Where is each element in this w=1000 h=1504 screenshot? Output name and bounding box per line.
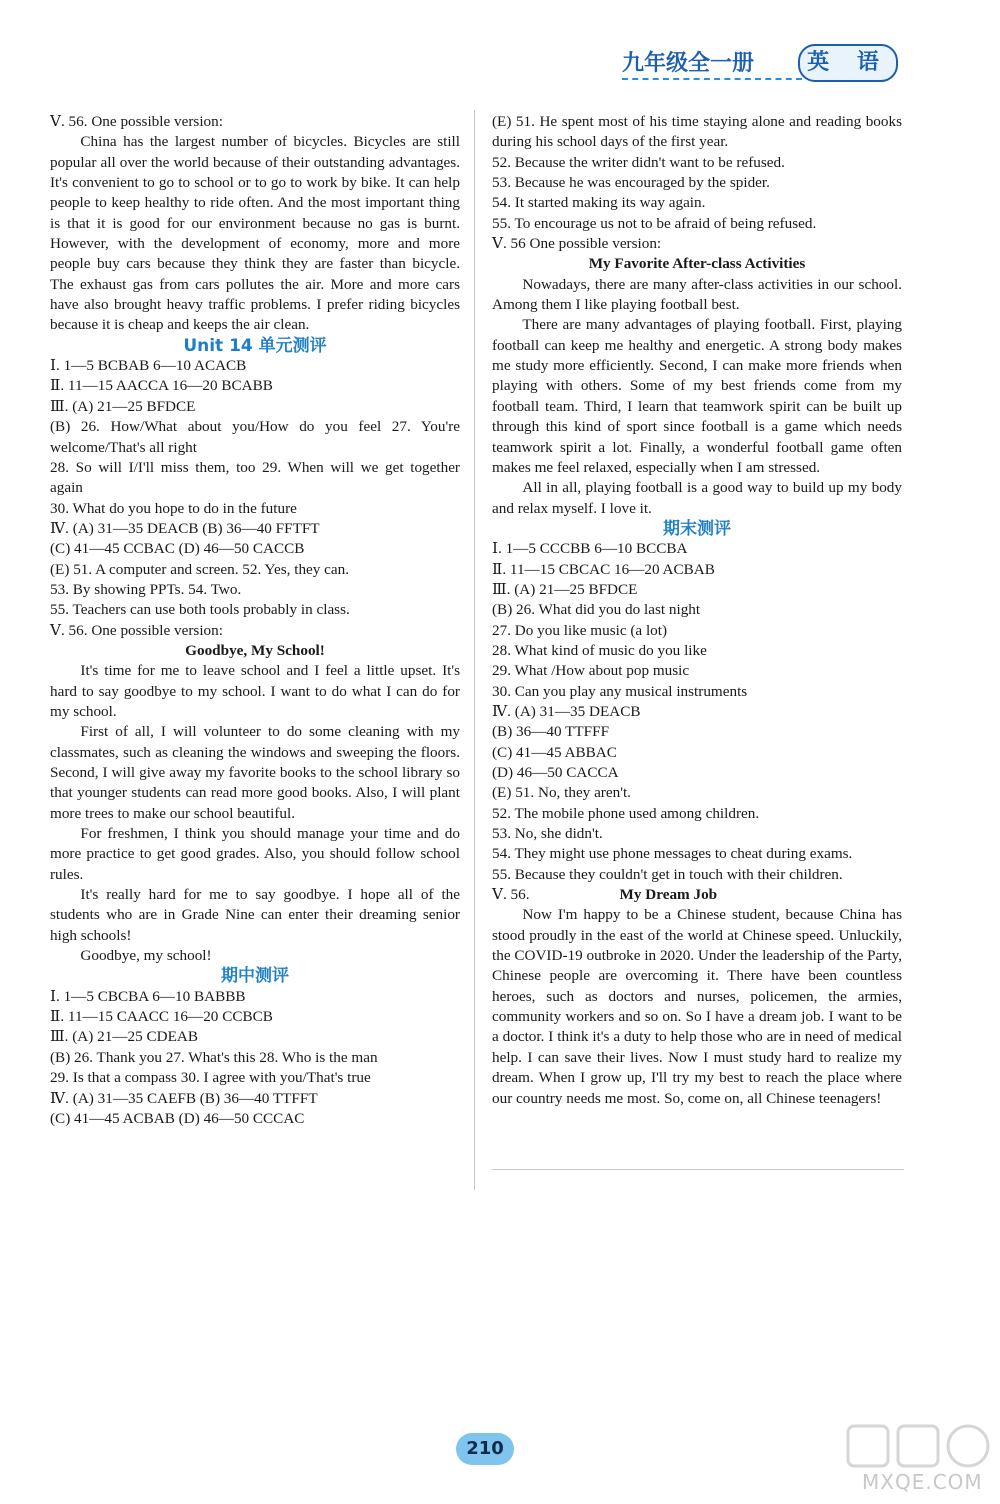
answer-line: Ⅳ. (A) 31—35 DEACB (B) 36—40 FFTFT — [50, 519, 320, 537]
essay-paragraph: It's time for me to leave school and I feel a little upset. It's hard to say goodbye to my school. I want to do what I can do for my school. — [50, 662, 460, 720]
essay-title: Goodbye, My School! — [185, 641, 325, 659]
essay-paragraph: It's really hard for me to say goodbye. I hope all of the students who are in Grade Nine can enter their dreaming senior high schools! — [50, 886, 460, 944]
answer-line: (E) 51. A computer and screen. 52. Yes, they can. — [50, 560, 350, 578]
answer-line: Ⅱ. 11—15 CAACC 16—20 CCBCB — [50, 1008, 273, 1026]
watermark-text: MXQE.COM — [862, 1470, 983, 1494]
answer-line: Ⅲ. (A) 21—25 CDEAB — [50, 1028, 198, 1046]
answer-line: Ⅴ. 56 One possible version: — [492, 235, 662, 253]
essay-title: My Dream Job — [619, 886, 718, 904]
grade-label: 九年级全一册 — [622, 51, 755, 76]
right-column — [492, 112, 902, 1109]
answer-line: (C) 41—45 ACBAB (D) 46—50 CCCAC — [50, 1109, 305, 1127]
answer-number: Ⅴ. 56. — [492, 886, 530, 904]
subject-badge: 英 语 — [798, 44, 898, 82]
column-divider — [474, 110, 475, 1190]
answer-line: Ⅳ. (A) 31—35 CAEFB (B) 36—40 TTFFT — [50, 1089, 318, 1107]
header-dashed-line — [622, 78, 802, 80]
answer-line: Ⅰ. 1—5 CCCBB 6—10 BCCBA — [492, 540, 688, 558]
essay-paragraph: Nowadays, there are many after-class activities in our school. Among them I like playing football best. — [492, 275, 902, 314]
answer-line: Ⅱ. 11—15 CBCAC 16—20 ACBAB — [492, 560, 715, 578]
answer-line: Ⅰ. 1—5 BCBAB 6—10 ACACB — [50, 357, 247, 375]
section-heading: Unit 14 单元测评 — [183, 335, 327, 356]
answer-line: 52. The mobile phone used among children. — [492, 804, 760, 822]
answer-line: 53. No, she didn't. — [492, 825, 603, 843]
answer-line: 29. What /How about pop music — [492, 662, 690, 680]
answer-line: (C) 41—45 ABBAC — [492, 743, 617, 761]
answer-line: 53. By showing PPTs. 54. Two. — [50, 580, 242, 598]
answer-line: Ⅲ. (A) 21—25 BFDCE — [492, 580, 638, 598]
column-end-rule — [492, 1169, 904, 1170]
answer-line: 28. What kind of music do you like — [492, 641, 707, 659]
answer-line: 55. Because they couldn't get in touch with their children. — [492, 865, 843, 883]
answer-line: (D) 46—50 CACCA — [492, 764, 619, 781]
answer-line: (B) 26. How/What about you/How do you feel 27. You're welcome/That's all right — [50, 418, 460, 456]
essay-paragraph: First of all, I will volunteer to do some cleaning with my classmates, such as cleaning the windows and sweeping the floors. Second, I will give away my favorite books to the school library so that younger students can read more good books. Also, I will plant more trees to make our school beautiful. — [50, 723, 460, 822]
answer-line — [492, 885, 902, 905]
answer-line: Ⅱ. 11—15 AACCA 16—20 BCABB — [50, 377, 273, 395]
answer-line: Ⅴ. 56. One possible version: — [50, 621, 223, 639]
answer-line: (E) 51. No, they aren't. — [492, 784, 631, 802]
left-column — [50, 112, 460, 1129]
section-heading: 期中测评 — [221, 966, 289, 987]
answer-line: Ⅲ. (A) 21—25 BFDCE — [50, 397, 196, 415]
section-heading: 期末测评 — [663, 518, 731, 539]
essay-title: My Favorite After-class Activities — [588, 255, 806, 273]
answer-line: 55. Teachers can use both tools probably in class. — [50, 601, 350, 619]
essay-paragraph: Now I'm happy to be a Chinese student, because China has stood proudly in the east of the world at Chinese speed. Unluckily, the COVID-19 outbroke in 2020. Under the leadership of the Party, Chinese people are overcoming it. There have been countless heroes, such as doctors and nurses, policemen, the armies, community workers and so on. So I have a dream job. I want to be a doctor. I think it's a duty to help those who are in need of medical help. I can save their lives. Now I must study hard to realize my dream. When I grow up, I'll try my best to reach the place where our country needs me most. So, come on, all Chinese teenagers! — [492, 906, 902, 1107]
answer-line: 30. Can you play any musical instruments — [492, 682, 748, 700]
answer-line: 52. Because the writer didn't want to be refused. — [492, 153, 785, 171]
answer-line: Ⅴ. 56. One possible version: — [50, 113, 223, 130]
answer-line: Ⅳ. (A) 31—35 DEACB — [492, 702, 641, 720]
answer-line: (B) 36—40 TTFFF — [492, 723, 610, 741]
answer-line: 54. It started making its way again. — [492, 194, 706, 212]
answer-line: (B) 26. Thank you 27. What's this 28. Who is the man — [50, 1048, 378, 1066]
answer-line: 54. They might use phone messages to cheat during exams. — [492, 845, 853, 863]
essay-paragraph: There are many advantages of playing football. First, playing football can keep me healthy and energetic. A strong body makes me study more efficiently. Second, I can make more friends when playing with others. Some of my best friends come from my football team. Third, I learn that teamwork spirit can be built up through this kind of sport since football is a game which needs teamwork spirit a lot. Finally, a wonderful football game often makes me feel relaxed, especially when I am stressed. — [492, 316, 902, 476]
page-number: 210 — [456, 1433, 514, 1465]
answer-line: 55. To encourage us not to be afraid of being refused. — [492, 214, 817, 232]
page-header — [610, 44, 910, 84]
answer-line: (E) 51. He spent most of his time staying alone and reading books during his school days of the first year. — [492, 113, 902, 151]
essay-paragraph: China has the largest number of bicycles. Bicycles are still popular all over the world because of their outstanding advantages. It's convenient to go to school or to go to work by bike. It can help people to keep healthy to ride often. And the most important thing is that it is good for our environment because no gas is burnt. However, with the development of economy, more and more people buy cars because they think they are faster than bicycle. The exhaust gas from cars pollutes the air. More and more cars have also brought heavy traffic problems. I prefer riding bicycles because it is cheap and keeps the air clean. — [50, 133, 460, 334]
answer-line: (B) 26. What did you do last night — [492, 601, 701, 619]
essay-paragraph: All in all, playing football is a good way to build up my body and relax myself. I love it. — [492, 479, 902, 517]
essay-paragraph: For freshmen, I think you should manage your time and do more practice to get good grades. Also, you should follow school rules. — [50, 825, 460, 883]
answer-line: 30. What do you hope to do in the future — [50, 499, 297, 517]
answer-line: 27. Do you like music (a lot) — [492, 621, 668, 639]
answer-line: (C) 41—45 CCBAC (D) 46—50 CACCB — [50, 540, 305, 558]
essay-paragraph: Goodbye, my school! — [80, 947, 212, 965]
answer-line: Ⅰ. 1—5 CBCBA 6—10 BABBB — [50, 987, 246, 1005]
answer-line: 28. So will I/I'll miss them, too 29. When will we get together again — [50, 458, 460, 497]
answer-line: 29. Is that a compass 30. I agree with you/That's true — [50, 1069, 371, 1087]
answer-line: 53. Because he was encouraged by the spider. — [492, 174, 770, 192]
